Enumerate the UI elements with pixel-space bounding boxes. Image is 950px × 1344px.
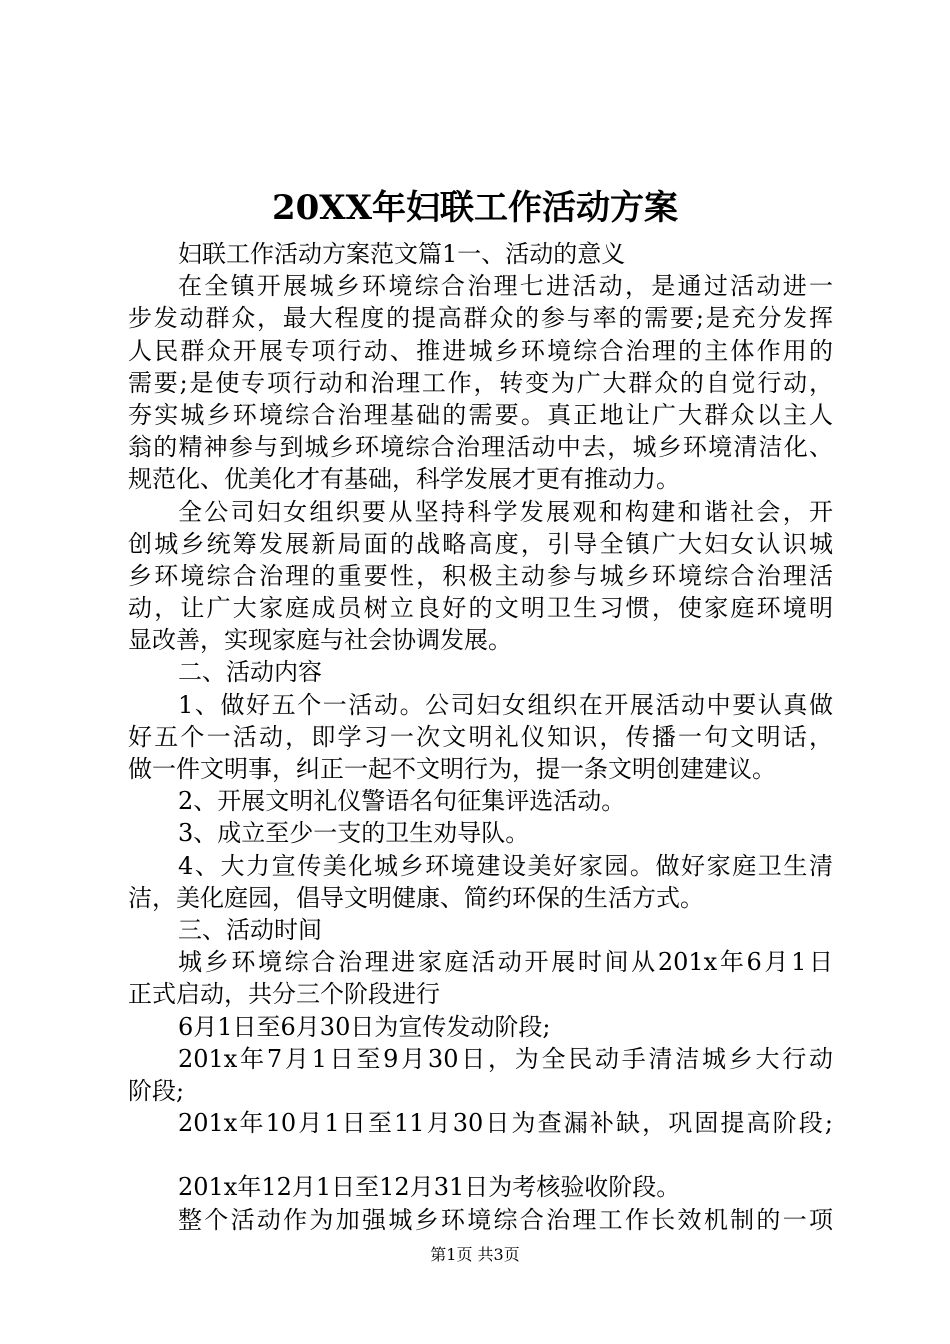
body-line: 2、开展文明礼仪警语名句征集评选活动。	[178, 787, 626, 816]
body-line: 创城乡统筹发展新局面的战略高度，引导全镇广大妇女认识城	[128, 529, 833, 558]
body-line: 1、做好五个一活动。公司妇女组织在开展活动中要认真做	[178, 690, 833, 719]
body-line: 人民群众开展专项行动、推进城乡环境综合治理的主体作用的	[128, 336, 833, 365]
page-footer: 第1页 共3页	[430, 1245, 520, 1264]
document-title: 20XX年妇联工作活动方案	[271, 188, 679, 228]
body-line: 乡环境综合治理的重要性，积极主动参与城乡环境综合治理活	[128, 561, 833, 590]
body-line: 需要;是使专项行动和治理工作，转变为广大群众的自觉行动，	[128, 368, 833, 397]
body-line: 动，让广大家庭成员树立良好的文明卫生习惯，使家庭环境明	[128, 594, 833, 623]
body-line: 二、活动内容	[178, 658, 322, 687]
body-line: 做一件文明事，纠正一起不文明行为，提一条文明创建建议。	[128, 755, 776, 783]
body-line: 整个活动作为加强城乡环境综合治理工作长效机制的一项	[178, 1205, 833, 1234]
body-line: 夯实城乡环境综合治理基础的需要。真正地让广大群众以主人	[128, 400, 833, 429]
body-line: 201x年7月1日至9月30日，为全民动手清洁城乡大行动	[178, 1044, 833, 1073]
body-line: 显改善，实现家庭与社会协调发展。	[128, 626, 512, 655]
body-line: 城乡环境综合治理进家庭活动开展时间从201x年6月1日	[178, 948, 833, 977]
body-line: 正式启动，共分三个阶段进行	[128, 980, 440, 1009]
body-line: 201x年12月1日至12月31日为考核验收阶段。	[178, 1173, 681, 1202]
body-line: 翁的精神参与到城乡环境综合治理活动中去，城乡环境清洁化、	[128, 433, 833, 462]
body-line: 三、活动时间	[178, 915, 322, 944]
body-line: 妇联工作活动方案范文篇1一、活动的意义	[178, 240, 626, 268]
body-line: 在全镇开展城乡环境综合治理七进活动，是通过活动进一	[178, 272, 833, 301]
body-line: 洁，美化庭园，倡导文明健康、简约环保的生活方式。	[128, 883, 704, 912]
body-line: 全公司妇女组织要从坚持科学发展观和构建和谐社会，开	[178, 497, 833, 526]
body-line: 阶段;	[128, 1076, 185, 1105]
document-body	[128, 238, 833, 1236]
body-line: 4、大力宣传美化城乡环境建设美好家园。做好家庭卫生清	[178, 851, 833, 880]
blank-line	[128, 1139, 833, 1171]
body-line: 3、成立至少一支的卫生劝导队。	[178, 819, 530, 848]
body-line: 规范化、优美化才有基础，科学发展才更有推动力。	[128, 465, 680, 494]
body-line: 201x年10月1日至11月30日为查漏补缺，巩固提高阶段;	[178, 1109, 833, 1138]
body-line: 步发动群众，最大程度的提高群众的参与率的需要;是充分发挥	[128, 304, 833, 333]
body-line: 好五个一活动，即学习一次文明礼仪知识，传播一句文明话，	[128, 722, 833, 751]
body-line: 6月1日至6月30日为宣传发动阶段;	[178, 1012, 551, 1041]
